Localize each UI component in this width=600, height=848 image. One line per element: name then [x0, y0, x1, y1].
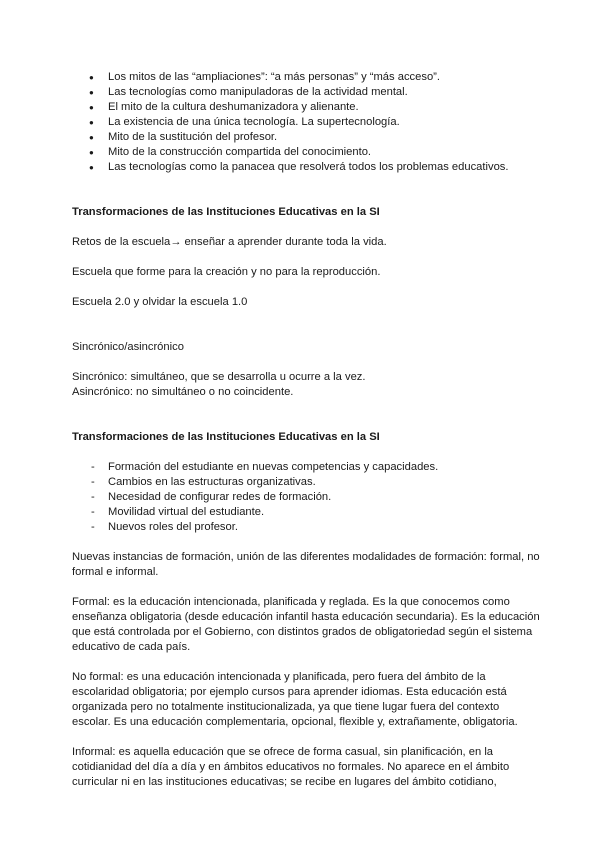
paragraph: Sincrónico: simultáneo, que se desarrolla u ocurre a la vez.	[72, 371, 366, 383]
paragraph: Escuela que forme para la creación y no para la reproducción.	[72, 266, 381, 278]
list-item: ● Mito de la construcción compartida del conocimiento.	[72, 145, 540, 160]
list-item: ● El mito de la cultura deshumanizadora y alienante.	[72, 100, 540, 115]
transformations-list	[72, 460, 540, 535]
list-item: - Formación del estudiante en nuevas competencias y capacidades.	[72, 460, 540, 475]
list-item: ● Las tecnologías como la panacea que resolverá todos los problemas educativos.	[72, 160, 540, 175]
list-item: - Movilidad virtual del estudiante.	[72, 505, 540, 520]
paragraph: Sincrónico/asincrónico	[72, 341, 184, 353]
list-item: ● Las tecnologías como manipuladoras de la actividad mental.	[72, 85, 540, 100]
paragraph: Asincrónico: no simultáneo o no coincidente.	[72, 386, 294, 398]
paragraph: No formal: es una educación intencionada y planificada, pero fuera del ámbito de la escolaridad obligatoria; por ejemplo cursos para aprender idiomas. Esta educación está organizada pero no totalmente institucionalizada, ya que tiene lugar fuera del contexto escolar. Es una educación complementaria, opcional, flexible y, extrañamente, obligatoria.	[72, 671, 518, 728]
myths-list	[72, 70, 540, 175]
paragraph: Nuevas instancias de formación, unión de las diferentes modalidades de formación: formal, no formal e informal.	[72, 551, 540, 578]
list-item: ● Mito de la sustitución del profesor.	[72, 130, 540, 145]
paragraph: Informal: es aquella educación que se ofrece de forma casual, sin planificación, en la cotidianidad del día a día y en ámbitos educativos no formales. No aparece en el ámbito curricular ni en las instituciones educativas; se recibe en lugares del ámbito cotidiano,	[72, 746, 510, 788]
paragraph: Retos de la escuela→ enseñar a aprender durante toda la vida.	[72, 236, 387, 248]
paragraph: Formal: es la educación intencionada, planificada y reglada. Es la que conocemos como enseñanza obligatoria (desde educación infantil hasta educación secundaria). Es la educación que está controlada por el Gobierno, con distintos grados de obligatoriedad según el sistema educativo de cada país.	[72, 596, 540, 653]
list-item: ● La existencia de una única tecnología. La supertecnología.	[72, 115, 540, 130]
list-item: ● Los mitos de las “ampliaciones”: “a más personas” y “más acceso”.	[72, 70, 540, 85]
list-item: - Cambios en las estructuras organizativas.	[72, 475, 540, 490]
list-item: - Necesidad de configurar redes de formación.	[72, 490, 540, 505]
list-item: - Nuevos roles del profesor.	[72, 520, 540, 535]
section-heading: Transformaciones de las Instituciones Educativas en la SI	[72, 206, 380, 218]
paragraph: Escuela 2.0 y olvidar la escuela 1.0	[72, 296, 248, 308]
section-heading: Transformaciones de las Instituciones Educativas en la SI	[72, 431, 380, 443]
